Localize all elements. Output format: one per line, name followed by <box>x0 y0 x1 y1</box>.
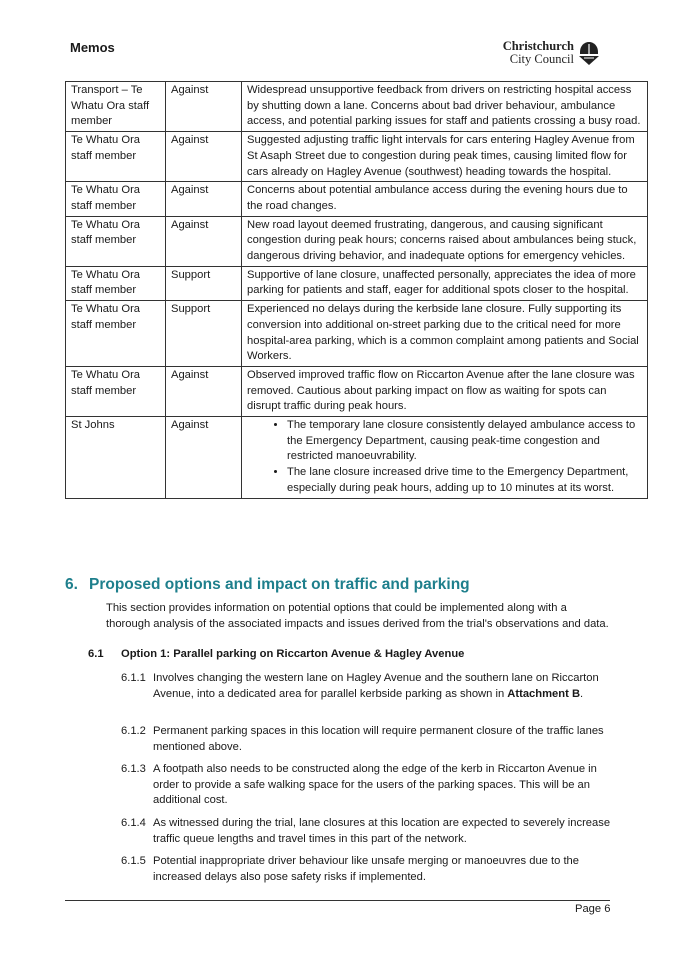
comment-cell: Experienced no delays during the kerbside lane closure. Fully supporting its conversion into additional on-street parking due to the critical need for more hospital-area parking, which is a common complaint among patients and Social Workers. <box>242 301 648 367</box>
item-text: As witnessed during the trial, lane closures at this location are expected to severely increase traffic queue lengths and travel times in this part of the network. <box>153 817 611 845</box>
subsection-title: Option 1: Parallel parking on Riccarton Avenue & Hagley Avenue <box>121 648 465 660</box>
numbered-item <box>121 724 611 755</box>
comment-cell: Observed improved traffic flow on Riccarton Avenue after the lane closure was removed. Cautious about parking impact on flow as waiting for spots can disrupt traffic during peak hours. <box>242 366 648 416</box>
table-row <box>66 417 648 499</box>
stakeholder-cell: Te Whatu Ora staff member <box>66 216 166 266</box>
comment-bullet-list <box>247 418 643 497</box>
position-cell: Support <box>166 301 242 367</box>
item-number: 6.1.5 <box>121 855 146 867</box>
position-cell: Support <box>166 266 242 300</box>
comment-cell: New road layout deemed frustrating, dangerous, and causing significant congestion during peak hours; concerns raised about ambulances being stuck, dangerous driving behavior, and inadequate options for emergency vehicles. <box>242 216 648 266</box>
comment-bullet: • The lane closure increased drive time to the Emergency Department, especially during peak hours, adding up to 10 minutes at its worst. <box>287 465 643 496</box>
stakeholder-cell: Te Whatu Ora staff member <box>66 132 166 182</box>
attachment-reference: Attachment B <box>507 687 581 700</box>
stakeholder-cell: Te Whatu Ora staff member <box>66 301 166 367</box>
comment-cell: Widespread unsupportive feedback from drivers on restricting hospital access by shutting down a lane. Concerns about bad driver behaviour, ambulance access, and potential parking issues for staff and patients crossing a busy road. <box>242 82 648 132</box>
position-cell: Against <box>166 132 242 182</box>
stakeholder-cell: Te Whatu Ora staff member <box>66 266 166 300</box>
section-heading <box>65 576 470 594</box>
position-cell: Against <box>166 417 242 499</box>
table-row <box>66 182 648 216</box>
stakeholder-cell: Te Whatu Ora staff member <box>66 182 166 216</box>
item-text: Permanent parking spaces in this location will require permanent closure of the traffic lanes mentioned above. <box>153 725 604 753</box>
table-row <box>66 216 648 266</box>
page-number: Page 6 <box>575 903 611 915</box>
numbered-item <box>121 816 611 847</box>
comment-cell: Supportive of lane closure, unaffected personally, appreciates the idea of more parking for patients and staff, eager for additional spots closer to the hospital. <box>242 266 648 300</box>
numbered-item <box>121 671 611 702</box>
section-number: 6. <box>65 576 78 593</box>
table-row <box>66 366 648 416</box>
item-text: Involves changing the western lane on Hagley Avenue and the southern lane on Riccarton Avenue, into a dedicated area for parallel kerbside parking as shown in Attachment B. <box>153 672 599 700</box>
stakeholder-cell: Transport – Te Whatu Ora staff member <box>66 82 166 132</box>
position-cell: Against <box>166 182 242 216</box>
comment-bullet: • The temporary lane closure consistently delayed ambulance access to the Emergency Department, causing peak-time congestion and restricted manoeuvrability. <box>287 418 643 465</box>
item-text: A footpath also needs to be constructed along the edge of the kerb in Riccarton Avenue in order to provide a safe walking space for the users of the parking spaces. This will be an additional cost. <box>153 763 597 807</box>
item-number: 6.1.1 <box>121 672 146 684</box>
table-row <box>66 301 648 367</box>
position-cell: Against <box>166 216 242 266</box>
position-cell: Against <box>166 82 242 132</box>
footer-divider <box>65 900 610 901</box>
section-title: Proposed options and impact on traffic and parking <box>89 576 470 593</box>
table-row <box>66 82 648 132</box>
numbered-item <box>121 854 611 885</box>
subsection-heading <box>88 648 464 660</box>
logo-line-1: Christchurch <box>502 39 574 53</box>
feedback-table <box>65 81 648 499</box>
stakeholder-cell: Te Whatu Ora staff member <box>66 366 166 416</box>
numbered-item <box>121 762 611 809</box>
table-row <box>66 266 648 300</box>
comment-cell: Concerns about potential ambulance access during the evening hours due to the road changes. <box>242 182 648 216</box>
stakeholder-cell: St Johns <box>66 417 166 499</box>
item-number: 6.1.2 <box>121 725 146 737</box>
cathedral-emblem-icon <box>576 41 602 67</box>
section-intro-paragraph: This section provides information on potential options that could be implemented along with a thorough analysis of the associated impacts and issues derived from the trial's observations and data. <box>106 602 609 630</box>
item-number: 6.1.4 <box>121 817 146 829</box>
position-cell: Against <box>166 366 242 416</box>
item-text: Potential inappropriate driver behaviour like unsafe merging or manoeuvres due to the increased delays also pose safety risks if implemented. <box>153 855 579 883</box>
comment-cell <box>242 417 648 499</box>
table-row <box>66 132 648 182</box>
council-logo <box>496 40 606 68</box>
comment-cell: Suggested adjusting traffic light intervals for cars entering Hagley Avenue from St Asaph Street due to congestion during peak times, causing limited flow for cars already on Hagley Avenue (southwest) heading towards the hospital. <box>242 132 648 182</box>
subsection-number: 6.1 <box>88 648 104 660</box>
memo-header-title: Memos <box>70 40 115 55</box>
item-number: 6.1.3 <box>121 763 146 775</box>
logo-line-2: City Council <box>509 52 574 66</box>
